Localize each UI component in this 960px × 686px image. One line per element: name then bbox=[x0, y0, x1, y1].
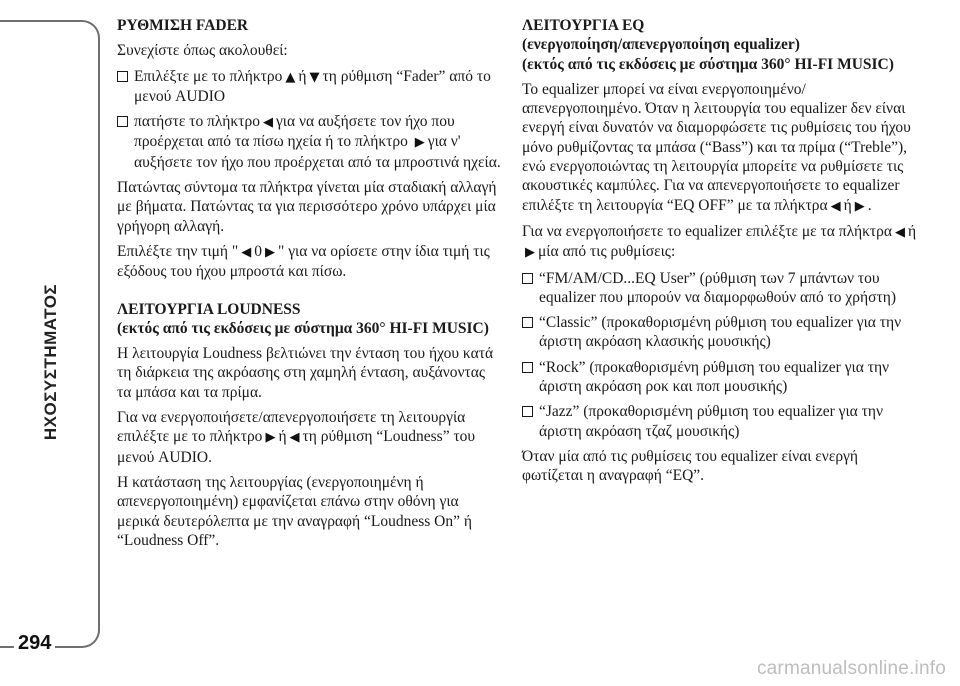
eq-heading: ΛΕΙΤΟΥΡΓΙΑ EQ bbox=[522, 17, 645, 34]
eq-activate-paragraph: Για να ενεργοποιήσετε το equalizer επιλέξτε με τα πλήκτρα ◀ ή▶ μία από τις ρυθμίσεις: bbox=[522, 222, 917, 263]
arrow-down-icon: ▼ bbox=[309, 69, 320, 85]
checkbox-bullet-icon bbox=[117, 71, 128, 82]
arrow-left-icon: ◀ bbox=[241, 244, 252, 260]
watermark: carmanualsonline.info bbox=[756, 658, 946, 679]
arrow-right-icon: ▶ bbox=[525, 245, 535, 261]
section-tab bbox=[0, 20, 100, 648]
arrow-left-icon: ◀ bbox=[289, 430, 300, 446]
section-label: ΗΧΟΣΥΣΤΗΜΑΤΟΣ bbox=[41, 283, 60, 441]
loudness-toggle-paragraph: Για να ενεργοποιήσετε/απενεργοποιήσετε τη λειτουργία επιλέξτε με το πλήκτρο ▶ ή ◀ τη ρύθμιση “Loudness” του μενού AUDIO. bbox=[117, 409, 476, 466]
fader-heading: ΡΥΘΜΙΣΗ FADER bbox=[117, 17, 249, 34]
eq-subheading: (ενεργοποίηση/απενεργοποίηση equalizer) bbox=[522, 36, 800, 54]
fader-intro: Συνεχίστε όπως ακολουθεί: bbox=[117, 42, 288, 60]
list-item: πατήστε το πλήκτρο ◀ για να αυξήσετε τον ήχο που προέρχεται από τα πίσω ηχεία ή το πλήκτρο ▶ για ν' αυξήσετε τον ήχο που προέρχεται από τα μπροστινά ηχεία. bbox=[117, 112, 502, 172]
list-item: Επιλέξτε με το πλήκτρο ▲ ή ▼ τη ρύθμιση “Fader” από το μενού AUDIO bbox=[117, 67, 502, 107]
loudness-subheading: (εκτός από τις εκδόσεις με σύστημα 360° HI-FI MUSIC) bbox=[117, 319, 489, 337]
eq-paragraph: Το equalizer μπορεί να είναι ενεργοποιημένο/απενεργοποιημένο. Όταν η λειτουργία του equalizer δεν είναι ενεργή είναι δυνατόν να διαμορφώσετε τις ρυθμίσεις του ήχου μόνο ρυθμίζοντας τα μπάσα (“Bass”) και τα πρίμα (“Treble”), ενώ ενεργοποιώντας τη λειτουργία μπορείτε να ρυθμίσετε τις ακουστικές καμπύλες. Για να απενεργοποιήσετε το equalizer επιλέξτε τη λειτουργία “EQ OFF” με τα πλήκτρα ◀ ή ▶ . bbox=[522, 80, 917, 216]
checkbox-bullet-icon bbox=[522, 406, 533, 417]
checkbox-bullet-icon bbox=[522, 273, 533, 284]
left-column bbox=[117, 16, 502, 556]
arrow-right-icon: ▶ bbox=[265, 430, 276, 446]
list-item: “FM/AM/CD...EQ User” (ρύθμιση των 7 μπάντων του equalizer που μπορούν να διαμορφωθούν από το χρήστη) bbox=[522, 269, 917, 308]
loudness-status-paragraph: Η κατάσταση της λειτουργίας (ενεργοποιημένη ή απενεργοποιημένη) εμφανίζεται επάνω στην οθόνη για μερικά δευτερόλεπτα με την αναγραφή “Loudness On” ή “Loudness Off”. bbox=[117, 473, 472, 549]
list-item: “Rock” (προκαθορισμένη ρύθμιση του equalizer για την άριστη ακρόαση ροκ και ποπ μουσικής) bbox=[522, 358, 917, 397]
arrow-right-icon: ▶ bbox=[414, 135, 425, 151]
arrow-left-icon: ◀ bbox=[262, 115, 273, 131]
checkbox-bullet-icon bbox=[117, 116, 128, 127]
checkbox-bullet-icon bbox=[522, 362, 533, 373]
arrow-right-icon: ▶ bbox=[265, 244, 275, 260]
page-number: 294 bbox=[14, 632, 55, 655]
loudness-paragraph: Η λειτουργία Loudness βελτιώνει την ένταση του ήχου κατά τη διάρκεια της ακρόασης στη χαμηλή ένταση, αυξάνοντας τα μπάσα και τα πρίμα. bbox=[117, 345, 494, 401]
checkbox-bullet-icon bbox=[522, 317, 533, 328]
eq-subheading-2: (εκτός από τις εκδόσεις με σύστημα 360° HI-FI MUSIC) bbox=[522, 55, 894, 73]
loudness-heading: ΛΕΙΤΟΥΡΓΙΑ LOUDNESS bbox=[117, 300, 301, 318]
arrow-up-icon: ▲ bbox=[285, 69, 296, 85]
list-item: “Classic” (προκαθορισμένη ρύθμιση του equalizer για την άριστη ακρόαση κλασικής μουσικής) bbox=[522, 313, 917, 352]
arrow-left-icon: ◀ bbox=[894, 224, 905, 240]
fader-paragraph: Πατώντας σύντομα τα πλήκτρα γίνεται μία σταδιακή αλλαγή με βήματα. Πατώντας τα για περισσότερο χρόνο υπάρχει μία γρήγορη αλλαγή. bbox=[117, 179, 497, 235]
arrow-left-icon: ◀ bbox=[830, 198, 841, 214]
right-column bbox=[522, 16, 917, 492]
list-item: “Jazz” (προκαθορισμένη ρύθμιση του equalizer για την άριστη ακρόαση τζαζ μουσικής) bbox=[522, 402, 917, 441]
eq-indicator-paragraph: Όταν μία από τις ρυθμίσεις του equalizer είναι ενεργή φωτίζεται η αναγραφή “EQ”. bbox=[522, 447, 859, 485]
arrow-right-icon: ▶ bbox=[854, 198, 865, 214]
fader-zero-paragraph: Επιλέξτε την τιμή " ◀ 0 ▶ " για να ορίσετε στην ίδια τιμή τις εξόδους του ήχου μπροστά και πίσω. bbox=[117, 242, 490, 281]
